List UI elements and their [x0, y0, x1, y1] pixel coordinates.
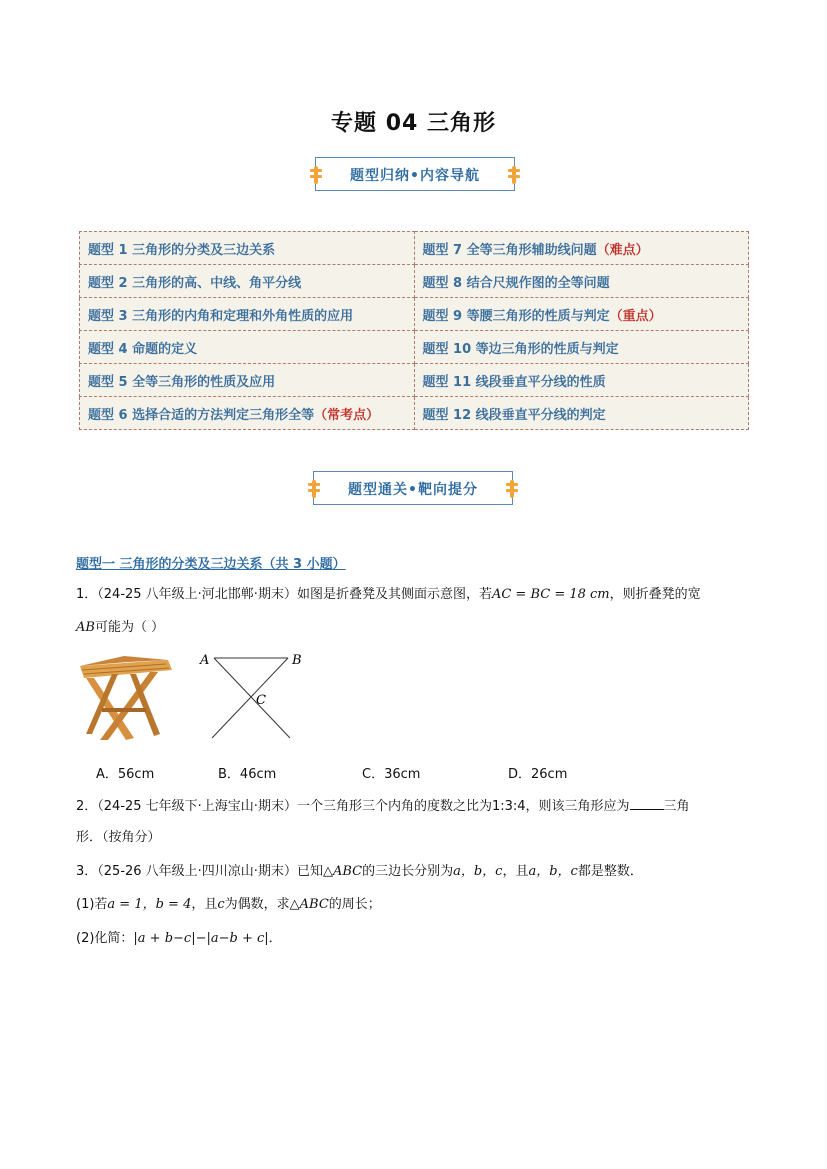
q3-text: 3．（25-26 八年级上·四川凉山·期末）已知△	[76, 864, 333, 879]
q1-text: 1．（24-25 八年级上·河北邯郸·期末）如图是折叠凳及其侧面示意图，若	[76, 587, 492, 602]
nav-row	[80, 265, 749, 298]
banner-practice	[313, 471, 513, 505]
nav-item-label: 题型 7 全等三角形辅助线问题	[422, 242, 597, 258]
q3-vars: a，b，c	[453, 864, 503, 879]
question-3-sub-1	[76, 896, 381, 914]
q1-ask: 可能为（ ）	[94, 620, 165, 635]
nav-row	[80, 397, 749, 430]
nav-item-right[interactable]	[414, 397, 749, 430]
q2-text-end: 三角	[663, 799, 690, 814]
question-3-sub-2	[76, 930, 282, 948]
nav-item-label: 题型 9 等腰三角形的性质与判定	[422, 308, 610, 324]
nav-item-label: 题型 11 线段垂直平分线的性质	[422, 374, 606, 390]
nav-item-left[interactable]	[80, 331, 415, 364]
sub1-math: a = 1，b = 4	[107, 897, 192, 912]
sub1-prefix: (1)若	[76, 897, 108, 912]
nav-item-right[interactable]	[414, 331, 749, 364]
option-a[interactable]: A．56cm	[96, 767, 155, 782]
question-2-line-2: 形．（按角分）	[76, 830, 161, 845]
option-b[interactable]: B．46cm	[218, 767, 277, 782]
nav-item-label: 题型 8 结合尺规作图的全等问题	[422, 275, 610, 291]
answer-blank[interactable]	[630, 797, 664, 810]
q1-text-end: ，则折叠凳的宽	[609, 587, 701, 602]
nav-item-label: 题型 6 选择合适的方法判定三角形全等	[88, 407, 315, 423]
q3-text-4: 都是整数．	[577, 864, 643, 879]
sub1-c: c	[217, 897, 225, 912]
q1-ab: AB	[76, 620, 95, 635]
question-3-line-1	[76, 863, 643, 881]
stool-side-diagram	[196, 648, 308, 744]
question-2-line-1	[76, 797, 690, 816]
q2-text: 2．（24-25 七年级下·上海宝山·期末）一个三角形三个内角的度数之比为1:3:4，则该三角形应为	[76, 799, 630, 814]
banner-nav-label: 题型归纳•内容导航	[350, 168, 480, 184]
question-1-line-2	[76, 619, 164, 637]
nav-item-label: 题型 10 等边三角形的性质与判定	[422, 341, 619, 357]
section-title: 题型一 三角形的分类及三边关系（共 3 小题）	[76, 557, 346, 572]
banner-nav	[315, 157, 515, 191]
option-d[interactable]: D．26cm	[508, 767, 568, 782]
nav-item-left[interactable]	[80, 364, 415, 397]
question-1-line-1	[76, 586, 701, 604]
q1-math: AC = BC = 18 cm	[491, 587, 610, 602]
nav-item-label: 题型 12 线段垂直平分线的判定	[422, 407, 606, 423]
q3-vars-2: a，b，c	[528, 864, 578, 879]
nav-item-label: 题型 2 三角形的高、中线、角平分线	[88, 275, 302, 291]
nav-item-left[interactable]	[80, 265, 415, 298]
banner-right-ornament-icon	[508, 169, 520, 181]
nav-item-tag: （常考点）	[314, 407, 380, 423]
sub1-text-3: 的周长；	[328, 897, 381, 912]
sub2-math: |a + b−c|−|a−b + c|	[133, 931, 269, 946]
q3-text-3: ，且	[502, 864, 529, 879]
nav-row	[80, 364, 749, 397]
nav-item-left[interactable]	[80, 232, 415, 265]
nav-item-left[interactable]	[80, 298, 415, 331]
q3-text-2: 的三边长分别为	[362, 864, 454, 879]
q3-abc: ABC	[332, 864, 363, 879]
nav-row	[80, 331, 749, 364]
sub2-prefix: (2)化简：	[76, 931, 134, 946]
nav-item-right[interactable]	[414, 298, 749, 331]
sub1-abc: ABC	[299, 897, 329, 912]
nav-item-label: 题型 5 全等三角形的性质及应用	[88, 374, 276, 390]
nav-item-tag: （重点）	[609, 308, 662, 324]
topic-nav-table	[79, 231, 749, 430]
banner-practice-label: 题型通关•靶向提分	[348, 482, 478, 498]
nav-item-label: 题型 3 三角形的内角和定理和外角性质的应用	[88, 308, 354, 324]
nav-row	[80, 232, 749, 265]
nav-item-right[interactable]	[414, 364, 749, 397]
banner-right-ornament-icon	[506, 483, 518, 495]
sub1-text-2: 为偶数，求△	[224, 897, 300, 912]
nav-item-right[interactable]	[414, 232, 749, 265]
nav-item-label: 题型 4 命题的定义	[88, 341, 198, 357]
nav-row	[80, 298, 749, 331]
label-b: B	[292, 653, 302, 668]
option-c[interactable]: C．36cm	[362, 767, 421, 782]
label-a: A	[200, 653, 210, 668]
folding-stool-image	[72, 650, 176, 746]
nav-item-left[interactable]	[80, 397, 415, 430]
sub1-text: ，且	[191, 897, 218, 912]
nav-item-right[interactable]	[414, 265, 749, 298]
sub2-end: ．	[268, 931, 282, 946]
page-title: 专题 04 三角形	[331, 111, 496, 136]
nav-item-tag: （难点）	[596, 242, 649, 258]
nav-item-label: 题型 1 三角形的分类及三边关系	[88, 242, 276, 258]
label-c: C	[256, 693, 266, 708]
